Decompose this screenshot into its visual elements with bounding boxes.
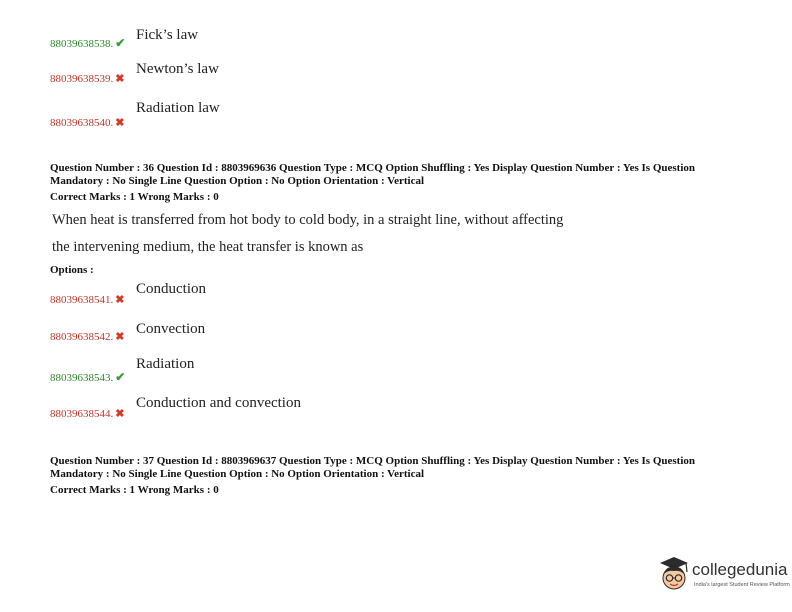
option-id: 88039638538.: [50, 38, 114, 50]
question-text-line: the intervening medium, the heat transfer is known as: [52, 239, 364, 255]
option-id: 88039638543.: [50, 372, 114, 384]
option-text: Radiation: [136, 356, 195, 372]
option-id: 88039638540.: [50, 117, 114, 129]
option-id: 88039638541.: [50, 294, 114, 306]
cross-icon: ✖: [115, 331, 125, 343]
collegedunia-logo: [656, 554, 790, 598]
option-id: 88039638539.: [50, 73, 114, 85]
option-text: Fick’s law: [136, 27, 199, 43]
question-meta-line: Mandatory : No Single Line Question Option : No Option Orientation : Vertical: [50, 175, 425, 187]
cross-icon: ✖: [115, 294, 125, 306]
option-text: Convection: [136, 321, 206, 337]
cross-icon: ✖: [115, 73, 125, 85]
options-label: Options :: [50, 264, 94, 276]
logo-wordmark: collegedunia: [692, 560, 788, 579]
cross-icon: ✖: [115, 408, 125, 420]
option-row: [50, 395, 301, 422]
question-marks: Correct Marks : 1 Wrong Marks : 0: [50, 484, 219, 496]
option-text: Conduction and convection: [136, 395, 301, 411]
question-meta: [50, 455, 750, 481]
mascot-icon: [656, 554, 692, 594]
question-meta: [50, 162, 750, 188]
option-text: Conduction: [136, 281, 206, 297]
option-row: [50, 100, 220, 131]
option-id: 88039638542.: [50, 331, 114, 343]
question-marks: Correct Marks : 1 Wrong Marks : 0: [50, 191, 219, 203]
question-text-line: When heat is transferred from hot body to cold body, in a straight line, without affecting: [52, 212, 564, 228]
logo-tagline: India's largest Student Review Platform: [694, 582, 790, 588]
option-text: Newton’s law: [136, 61, 219, 77]
check-icon: ✔: [115, 370, 126, 384]
question-meta-line: Question Number : 37 Question Id : 8803969637 Question Type : MCQ Option Shuffling : Yes Display Question Number : Yes Is Question: [50, 455, 695, 467]
option-row: [50, 356, 195, 386]
question-meta-line: Mandatory : No Single Line Question Option : No Option Orientation : Vertical: [50, 468, 425, 480]
option-row: [50, 61, 219, 87]
question-meta-line: Question Number : 36 Question Id : 8803969636 Question Type : MCQ Option Shuffling : Yes Display Question Number : Yes Is Question: [50, 162, 695, 174]
option-id: 88039638544.: [50, 408, 114, 420]
option-row: [50, 321, 206, 345]
option-row: [50, 27, 199, 52]
option-text: Radiation law: [136, 100, 220, 116]
option-row: [50, 281, 206, 308]
cross-icon: ✖: [115, 117, 125, 129]
check-icon: ✔: [115, 36, 126, 50]
